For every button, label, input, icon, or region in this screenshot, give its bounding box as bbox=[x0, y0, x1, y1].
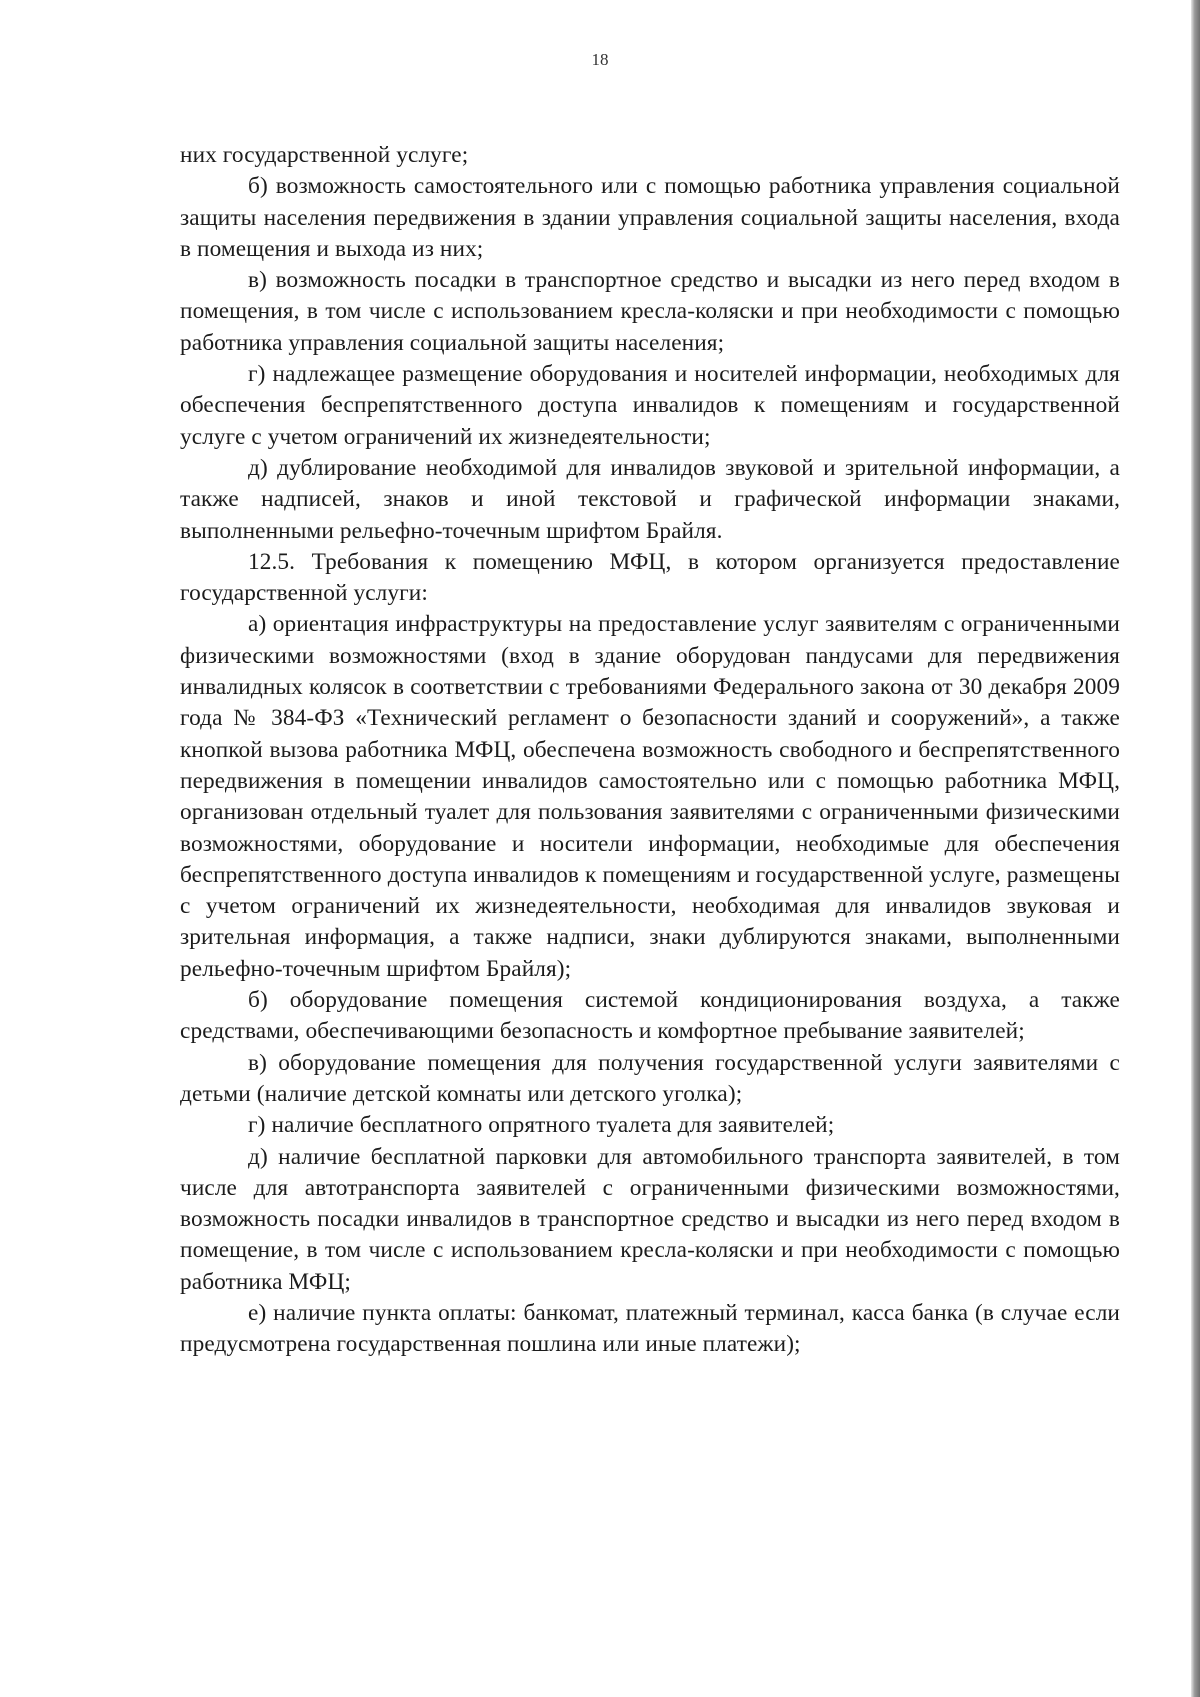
paragraph-item-g: г) надлежащее размещение оборудования и носителей информации, необходимых для обеспечения беспрепятственного доступа инвалидов к помещениям и государственной услуге с учетом ограничений их жизнедеятельности; bbox=[180, 361, 1120, 450]
paragraph-item-b: б) возможность самостоятельного или с помощью работника управления социальной защиты населения передвижения в здании управления социальной защиты населения, входа в помещения и выхода из них; bbox=[180, 173, 1120, 262]
paragraph-mfc-item-a: а) ориентация инфраструктуры на предоставление услуг заявителям с ограниченными физическими возможностями (вход в здание оборудован пандусами для передвижения инвалидных колясок в соответствии с требованиями Федерального закона от 30 декабря 2009 года № 384-ФЗ «Технический регламент о безопасности зданий и сооружений», а также кнопкой вызова работника МФЦ, обеспечена возможность свободного и беспрепятственного передвижения в помещении инвалидов самостоятельно или с помощью работника МФЦ, организован отдельный туалет для пользования заявителями с ограниченными физическими возможностями, оборудование и носители информации, необходимые для обеспечения беспрепятственного доступа инвалидов к помещениям и государственной услуге, размещены с учетом ограничений их жизнедеятельности, необходимая для инвалидов звуковая и зрительная информация, а также надписи, знаки дублируются знаками, выполненными рельефно-точечным шрифтом Брайля); bbox=[180, 611, 1120, 982]
paragraph-mfc-item-b: б) оборудование помещения системой кондиционирования воздуха, а также средствами, обеспечивающими безопасность и комфортное пребывание заявителей; bbox=[180, 987, 1120, 1045]
scan-page-edge bbox=[1191, 0, 1200, 1697]
paragraph-item-d: д) дублирование необходимой для инвалидов звуковой и зрительной информации, а также надписей, знаков и иной текстовой и графической информации знаками, выполненными рельефно-точечным шрифтом Брайля. bbox=[180, 454, 1120, 544]
paragraph-continuation: них государственной услуге; bbox=[180, 142, 469, 168]
paragraph-mfc-item-e: е) наличие пункта оплаты: банкомат, платежный терминал, касса банка (в случае если предусмотрена государственная пошлина или иные платежи); bbox=[180, 1299, 1120, 1358]
paragraph-mfc-item-d: д) наличие бесплатной парковки для автомобильного транспорта заявителей, в том числе для автотранспорта заявителей с ограниченными физическими возможностями, возможность посадки инвалидов в транспортное средство и высадки из него перед входом в помещение, в том числе с использованием кресла-коляски и при необходимости с помощью работника МФЦ; bbox=[180, 1143, 1120, 1295]
page-number: 18 bbox=[591, 50, 609, 69]
paragraph-mfc-item-g: г) наличие бесплатного опрятного туалета для заявителей; bbox=[248, 1112, 835, 1139]
paragraph-mfc-item-v: в) оборудование помещения для получения государственной услуги заявителями с детьми (наличие детской комнаты или детского уголка); bbox=[180, 1049, 1120, 1107]
paragraph-section-12-5: 12.5. Требования к помещению МФЦ, в котором организуется предоставление государственной услуги: bbox=[180, 548, 1120, 607]
paragraph-item-v: в) возможность посадки в транспортное средство и высадки из него перед входом в помещения, в том числе с использованием кресла-коляски и при необходимости с помощью работника управления социальной защиты населения; bbox=[180, 267, 1120, 356]
document-body bbox=[180, 140, 1120, 1361]
